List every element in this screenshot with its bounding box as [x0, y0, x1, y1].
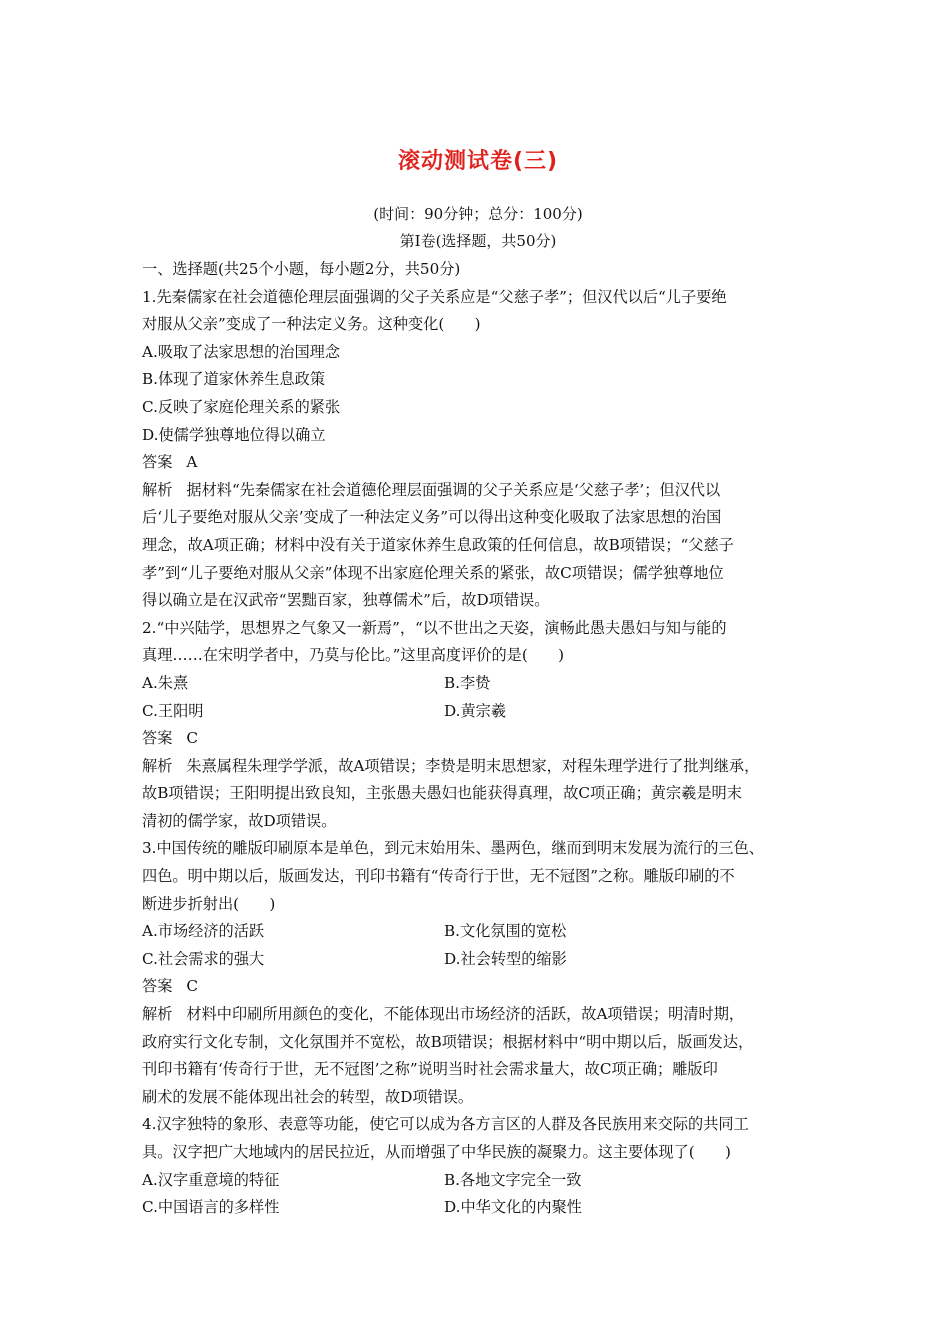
stem-line: 4.汉字独特的象形、表意等功能，使它可以成为各方言区的人群及各民族用来交际的共同工 — [142, 1115, 749, 1134]
stem-line: 真理……在宋明学者中，乃莫与伦比。”这里高度评价的是( ) — [142, 646, 565, 665]
analysis-line: 清初的儒学家，故D项错误。 — [142, 811, 337, 830]
answer-line — [142, 449, 814, 477]
answer-value: C — [186, 729, 198, 748]
analysis-label: 解析 — [142, 1005, 173, 1024]
question-3 — [142, 835, 814, 1111]
answer-line — [142, 725, 814, 753]
analysis-line: 政府实行文化专制，文化氛围并不宽松，故B项错误；根据材料中“明中期以后，版画发达， — [142, 1032, 754, 1051]
question-1 — [142, 284, 814, 615]
option-a: A.市场经济的活跃 — [142, 922, 265, 941]
answer-label: 答案 — [142, 977, 173, 996]
analysis-line: 刊印书籍有‘传奇行于世，无不冠图’之称”说明当时社会需求量大，故C项正确；雕版印 — [142, 1060, 718, 1079]
question-stem — [142, 1111, 814, 1166]
option-b: B.文化氛围的宽松 — [444, 922, 567, 941]
option-b: B.李贽 — [444, 673, 491, 692]
option-a: A.朱熹 — [142, 673, 189, 692]
option-c: C.社会需求的强大 — [142, 949, 265, 968]
exam-time-info: (时间：90分钟；总分：100分) — [373, 205, 583, 223]
option-d: D.社会转型的缩影 — [444, 949, 567, 968]
options-row — [142, 698, 814, 726]
stem-line: 对服从父亲”变成了一种法定义务。这种变化( ) — [142, 315, 481, 334]
question-stem — [142, 615, 814, 670]
option-d: D.中华文化的内聚性 — [444, 1198, 582, 1217]
question-2 — [142, 615, 814, 836]
stem-line: 2.“中兴陆学，思想界之气象又一新焉”，“以不世出之天姿，演畅此愚夫愚妇与知与能的 — [142, 618, 727, 637]
answer-value: A — [186, 453, 198, 472]
option-b: B.各地文字完全一致 — [444, 1170, 582, 1189]
option-d: D.使儒学独尊地位得以确立 — [142, 425, 326, 444]
analysis — [142, 1001, 814, 1111]
analysis-line: 朱熹属程朱理学学派，故A项错误；李贽是明末思想家，对程朱理学进行了批判继承， — [186, 756, 760, 775]
options-row — [142, 946, 814, 974]
analysis — [142, 753, 814, 836]
stem-line: 1.先秦儒家在社会道德伦理层面强调的父子关系应是“父慈子孝”；但汉代以后“儿子要绝 — [142, 287, 727, 306]
analysis-line: 据材料“先秦儒家在社会道德伦理层面强调的父子关系应是‘父慈子孝’；但汉代以 — [186, 480, 721, 499]
options-row — [142, 1167, 814, 1195]
analysis-line: 理念，故A项正确；材料中没有关于道家休养生息政策的任何信息，故B项错误；“父慈子 — [142, 535, 734, 554]
options-row — [142, 1194, 814, 1222]
stem-line: 断进步折射出( ) — [142, 894, 276, 913]
part-title: 第Ⅰ卷(选择题，共50分) — [399, 232, 557, 250]
analysis-line: 孝”到“儿子要绝对服从父亲”体现不出家庭伦理关系的紧张，故C项错误；儒学独尊地位 — [142, 563, 724, 582]
analysis — [142, 477, 814, 615]
question-4 — [142, 1111, 814, 1221]
section-title: 一、选择题(共25个小题，每小题2分，共50分) — [142, 260, 461, 278]
stem-line: 具。汉字把广大地域内的居民拉近，从而增强了中华民族的凝聚力。这主要体现了( ) — [142, 1143, 731, 1161]
exam-body — [142, 256, 814, 1222]
option-c: C.王阳明 — [142, 701, 204, 720]
option-d: D.黄宗羲 — [444, 701, 507, 720]
analysis-label: 解析 — [142, 756, 173, 775]
analysis-label: 解析 — [142, 480, 173, 499]
answer-label: 答案 — [142, 729, 173, 748]
question-stem — [142, 284, 814, 339]
analysis-line: 刷术的发展不能体现出社会的转型，故D项错误。 — [142, 1087, 474, 1106]
analysis-line: 故B项错误；王阳明提出致良知，主张愚夫愚妇也能获得真理，故C项正确；黄宗羲是明末 — [142, 784, 742, 803]
option-c: C.中国语言的多样性 — [142, 1198, 280, 1217]
answer-value: C — [186, 977, 198, 996]
option-c: C.反映了家庭伦理关系的紧张 — [142, 397, 341, 416]
option-a: A.汉字重意境的特征 — [142, 1170, 280, 1189]
answer-line — [142, 973, 814, 1001]
page-title: 滚动测试卷(三) — [397, 149, 559, 174]
stem-line: 3.中国传统的雕版印刷原本是单色，到元末始用朱、墨两色，继而到明末发展为流行的三色、 — [142, 839, 764, 858]
option-b: B.体现了道家休养生息政策 — [142, 370, 326, 389]
answer-label: 答案 — [142, 453, 173, 472]
options-row — [142, 918, 814, 946]
question-stem — [142, 835, 814, 918]
stem-line: 四色。明中期以后，版画发达，刊印书籍有“传奇行于世，无不冠图”之称。雕版印刷的不 — [142, 867, 735, 886]
analysis-line: 后‘儿子要绝对服从父亲’变成了一种法定义务”可以得出这种变化吸取了法家思想的治国 — [142, 508, 722, 527]
analysis-line: 材料中印刷所用颜色的变化，不能体现出市场经济的活跃，故A项错误；明清时期， — [186, 1005, 745, 1024]
option-a: A.吸取了法家思想的治国理念 — [142, 342, 341, 361]
options-row — [142, 670, 814, 698]
analysis-line: 得以确立是在汉武帝“罢黜百家，独尊儒术”后，故D项错误。 — [142, 591, 550, 610]
